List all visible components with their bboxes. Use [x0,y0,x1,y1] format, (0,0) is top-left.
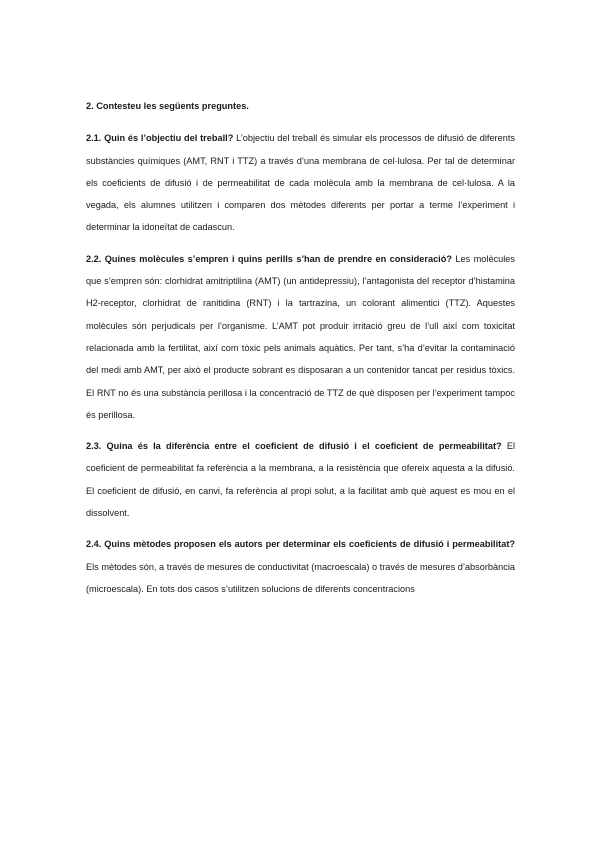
question-2-2: 2.2. Quines molècules s’empren i quins perills s’han de prendre en consideració? [86,253,452,264]
question-block-2-4 [86,533,515,600]
answer-2-1: L’objectiu del treball és simular els processos de difusió de diferents substàncies químiques (AMT, RNT i TTZ) a través d’una membrana de cel·lulosa. Per tal de determinar els coeficients de difusió i de permeabilitat de cada molècula amb la membrana de cel·lulosa. A la vegada, els alumnes utilitzen i comparen dos mètodes diferents per portar a terme l’experiment i determinar la idoneïtat de cadascun. [86,133,515,233]
answer-2-4: Els mètodes són, a través de mesures de conductivitat (macroescala) o través de mesures d’absorbància (microescala). En tots dos casos s’utilitzen solucions de diferents concentracions [86,561,515,594]
document-page [86,95,515,609]
question-2-3: 2.3. Quina és la diferència entre el coeficient de difusió i el coeficient de permeabilitat? [86,441,502,452]
section-heading: 2. Contesteu les següents preguntes. [86,101,249,111]
question-2-1: 2.1. Quin és l’objectiu del treball? [86,133,234,144]
question-block-2-2 [86,248,515,426]
question-block-2-1 [86,127,515,238]
answer-2-3: El coeficient de permeabilitat fa referència a la membrana, a la resistència que ofereix aquesta a la difusió. El coeficient de difusió, en canvi, fa referència al propi solut, a la facilitat amb què aquest es mou en el dissolvent. [86,441,515,519]
question-block-2-3 [86,435,515,524]
answer-2-2: Les molècules que s’empren són: clorhidrat amitriptilina (AMT) (un antidepressiu), l’antagonista del receptor d’histamina H2-receptor, clorhidrat de ranitidina (RNT) i la tartrazina, un colorant alimentici (TTZ). Aquestes molècules són perjudicals per l’organisme. L’AMT pot produir irritació greu de l’ull així com toxicitat relacionada amb la fertilitat, així com tòxic pels animals aquàtics. Per tant, s’ha d’evitar la contaminació del medi amb AMT, per això el producte sobrant es disposaran a un contenidor tancat per residus tòxics. El RNT no és una substància perillosa i la concentració de TTZ de què disposen per l’experiment tampoc és perillosa. [86,253,516,420]
question-2-4: 2.4. Quins mètodes proposen els autors per determinar els coeficients de difusió i permeabilitat? [86,539,515,550]
